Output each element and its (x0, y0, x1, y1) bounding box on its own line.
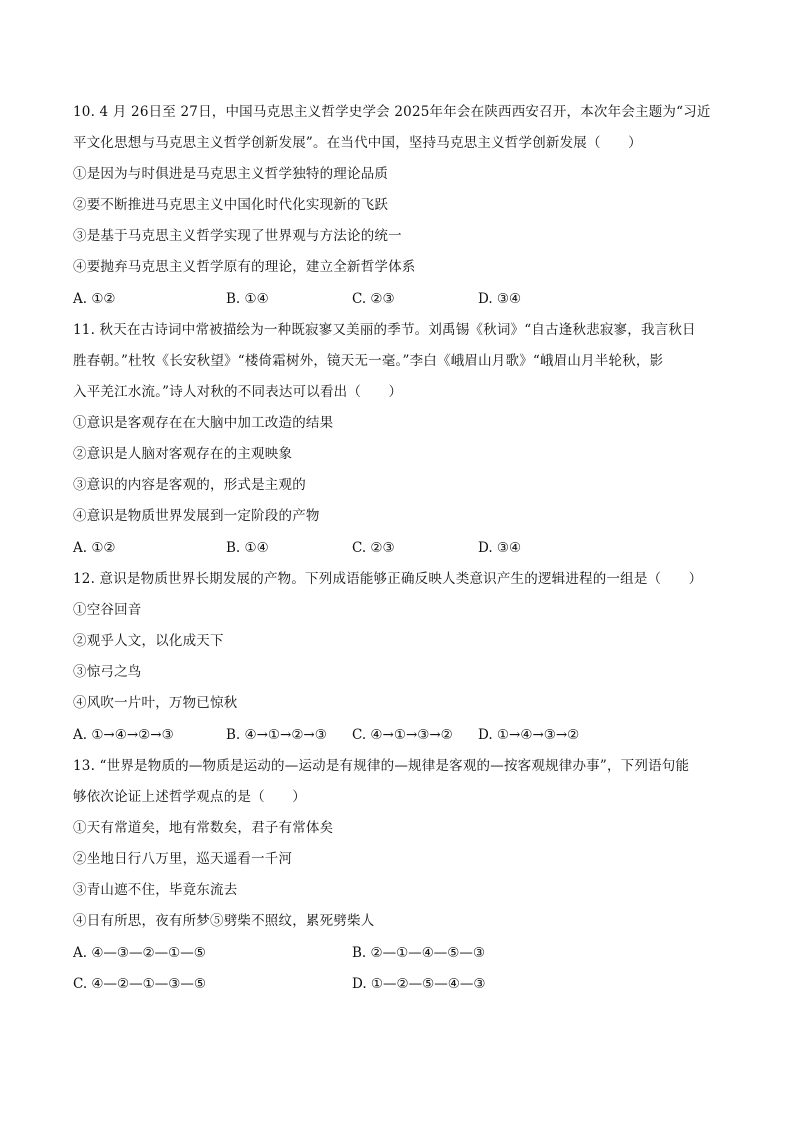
q11-stem-line1: 11. 秋天在古诗词中常被描绘为一种既寂寥又美丽的季节。刘禹锡《秋词》“自古逢秋悲寂寥，我言秋日 (73, 322, 696, 338)
q10-stem-line1: 10. 4 月 26日至 27日，中国马克思主义哲学史学会 2025年年会在陕西西安召开，本次年会主题为“习近 (73, 104, 711, 120)
q10-item-3: ③是基于马克思主义哲学实现了世界观与方法论的统一 (73, 228, 402, 244)
q11-stem-line2: 胜春朝。”杜牧《长安秋望》“楼倚霜树外，镜天无一毫。”李白《峨眉山月歌》“峨眉山月半轮秋，影 (73, 353, 664, 369)
q10-item-4: ④要抛弃马克思主义哲学原有的理论，建立全新哲学体系 (73, 259, 416, 275)
q11-option-a: A. ①② (73, 540, 116, 556)
q10-item-2: ②要不断推进马克思主义中国化时代化实现新的飞跃 (73, 197, 389, 213)
q11-item-4: ④意识是物质世界发展到一定阶段的产物 (73, 508, 320, 524)
q12-option-c: C. ④→①→③→② (352, 727, 453, 743)
q11-item-3: ③意识的内容是客观的，形式是主观的 (73, 477, 306, 493)
q10-option-d: D. ③④ (478, 291, 522, 307)
q13-stem-line1: 13. “世界是物质的—物质是运动的—运动是有规律的—规律是客观的—按客观规律办事”，下列语句能 (73, 758, 690, 774)
q11-option-b: B. ①④ (226, 540, 269, 556)
q13-item-2: ②坐地日行八万里，巡天遥看一千河 (73, 851, 293, 867)
q13-option-c: C. ④—②—①—③—⑤ (73, 976, 206, 992)
q10-item-1: ①是因为与时俱进是马克思主义哲学独特的理论品质 (73, 166, 389, 182)
q12-item-1: ①空谷回音 (73, 602, 142, 618)
q12-option-b: B. ④→①→②→③ (226, 727, 327, 743)
q11-option-c: C. ②③ (352, 540, 395, 556)
q13-option-a: A. ④—③—②—①—⑤ (73, 945, 206, 961)
q13-item-1: ①天有常道矣，地有常数矣，君子有常体矣 (73, 820, 334, 836)
q11-option-d: D. ③④ (478, 540, 522, 556)
q12-item-4: ④风吹一片叶，万物已惊秋 (73, 695, 238, 711)
q11-item-1: ①意识是客观存在在大脑中加工改造的结果 (73, 415, 334, 431)
q12-option-a: A. ①→④→②→③ (73, 727, 174, 743)
q10-option-a: A. ①② (73, 291, 116, 307)
q13-item-4: ④日有所思，夜有所梦⑤劈柴不照纹，累死劈柴人 (73, 913, 375, 929)
q12-item-2: ②观乎人文，以化成天下 (73, 633, 224, 649)
q13-stem-line2: 够依次论证上述哲学观点的是（ ） (73, 789, 306, 805)
q12-stem-line1: 12. 意识是物质世界长期发展的产物。下列成语能够正确反映人类意识产生的逻辑进程的一组是（ ） (73, 571, 703, 587)
q11-item-2: ②意识是人脑对客观存在的主观映象 (73, 446, 293, 462)
q13-option-d: D. ①—②—⑤—④—③ (352, 976, 486, 992)
q10-option-b: B. ①④ (226, 291, 269, 307)
q13-item-3: ③青山遮不住，毕竟东流去 (73, 882, 238, 898)
q13-option-b: B. ②—①—④—⑤—③ (352, 945, 486, 961)
q12-item-3: ③惊弓之鸟 (73, 664, 142, 680)
q11-stem-line3: 入平羌江水流。”诗人对秋的不同表达可以看出（ ） (73, 384, 403, 400)
q10-option-c: C. ②③ (352, 291, 395, 307)
q12-option-d: D. ①→④→③→② (478, 727, 580, 743)
q10-stem-line2: 平文化思想与马克思主义哲学创新发展”。在当代中国，坚持马克思主义哲学创新发展（ ） (73, 135, 642, 151)
